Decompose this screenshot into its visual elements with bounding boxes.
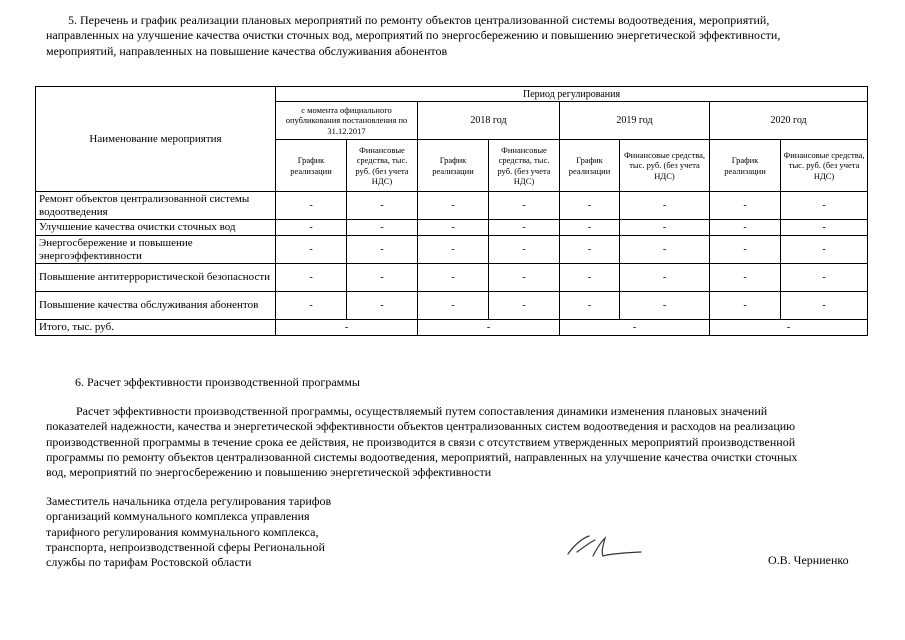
subheader-schedule: График реализации <box>418 140 489 192</box>
total-row <box>36 320 868 336</box>
total-cell: - <box>560 320 710 336</box>
table-cell: - <box>781 236 868 264</box>
period-header-2018: 2018 год <box>418 102 560 140</box>
section-6-line: Расчет эффективности производственной программы, осуществляемый путем сопоставления динамики изменения плановых значений <box>76 404 768 418</box>
table-cell: - <box>418 192 489 220</box>
signatory-title-line: службы по тарифам Ростовской области <box>46 555 252 570</box>
section-6-heading: 6. Расчет эффективности производственной программы <box>75 375 360 389</box>
section-5-line: мероприятий, направленных на повышение качества обслуживания абонентов <box>46 43 448 58</box>
table-cell: - <box>710 292 781 320</box>
table-cell: - <box>276 292 347 320</box>
table-cell: - <box>710 192 781 220</box>
period-header: Период регулирования <box>276 87 868 102</box>
section-6-line: показателей надежности, качества и энергетической эффективности объектов централизованных систем водоотведения и расходов на реализацию <box>46 419 796 434</box>
table-cell: - <box>276 220 347 236</box>
signatory-title <box>46 494 331 570</box>
table-row <box>36 236 868 264</box>
table-row <box>36 192 868 220</box>
table-cell: - <box>620 220 710 236</box>
table-cell: - <box>781 220 868 236</box>
row-name: Ремонт объектов централизованной системы водоотведения <box>36 192 276 220</box>
subheader-schedule: График реализации <box>276 140 347 192</box>
table-cell: - <box>418 292 489 320</box>
signatory-title-line: транспорта, непроизводственной сферы Региональной <box>46 539 325 554</box>
row-name: Повышение антитеррористической безопасности <box>36 264 276 292</box>
table-cell: - <box>276 264 347 292</box>
table-cell: - <box>347 236 418 264</box>
period-header-2020: 2020 год <box>710 102 868 140</box>
total-cell: - <box>710 320 868 336</box>
table-cell: - <box>418 236 489 264</box>
subheader-finance: Финансовые средства, тыс. руб. (без учета НДС) <box>489 140 560 192</box>
table-row <box>36 292 868 320</box>
row-name: Энергосбережение и повышение энергоэффективности <box>36 236 276 264</box>
row-name: Улучшение качества очистки сточных вод <box>36 220 276 236</box>
table-cell: - <box>347 220 418 236</box>
table-cell: - <box>489 220 560 236</box>
signatory-title-line: тарифного регулирования коммунального комплекса, <box>46 524 319 539</box>
subheader-schedule: График реализации <box>560 140 620 192</box>
section-5-heading: 5. Перечень и график реализации плановых мероприятий по ремонту объектов централизованной системы водоотведения, мероприятий, <box>68 13 770 27</box>
table-cell: - <box>347 192 418 220</box>
signatory-title-line: организаций коммунального комплекса управления <box>46 509 310 524</box>
table-cell: - <box>489 192 560 220</box>
table-cell: - <box>781 292 868 320</box>
handwritten-signature <box>565 532 645 562</box>
table-row <box>36 264 868 292</box>
table-cell: - <box>781 264 868 292</box>
table-row <box>36 220 868 236</box>
total-cell: - <box>418 320 560 336</box>
section-6-paragraph <box>46 404 858 480</box>
subheader-finance: Финансовые средства, тыс. руб. (без учета НДС) <box>620 140 710 192</box>
table-cell: - <box>347 292 418 320</box>
table-cell: - <box>620 264 710 292</box>
total-cell: - <box>276 320 418 336</box>
section-5-paragraph <box>46 13 858 59</box>
period-header-initial: с момента официального опубликования постановления по 31.12.2017 <box>276 102 418 140</box>
table-cell: - <box>710 220 781 236</box>
table-cell: - <box>620 236 710 264</box>
table-cell: - <box>781 192 868 220</box>
section-5-line: направленных на улучшение качества очистки сточных вод, мероприятий по энергосбережению и повышению энергетической эффективности, <box>46 28 781 43</box>
table-cell: - <box>560 264 620 292</box>
table-cell: - <box>489 236 560 264</box>
table-cell: - <box>620 192 710 220</box>
table-cell: - <box>418 220 489 236</box>
events-table <box>35 86 868 336</box>
table-cell: - <box>347 264 418 292</box>
table-cell: - <box>489 292 560 320</box>
section-6-line: производственной программы в течение срока ее действия, не производится в связи с отсутствием утвержденных мероприятий производственной <box>46 434 796 449</box>
subheader-finance: Финансовые средства, тыс. руб. (без учета НДС) <box>781 140 868 192</box>
table-cell: - <box>560 236 620 264</box>
table-cell: - <box>276 236 347 264</box>
subheader-finance: Финансовые средства, тыс. руб. (без учета НДС) <box>347 140 418 192</box>
table-cell: - <box>560 220 620 236</box>
row-name: Повышение качества обслуживания абонентов <box>36 292 276 320</box>
section-6-line: программы по ремонту объектов централизованной системы водоотведения, мероприятий, направленных на улучшение качества очистки сточных <box>46 449 798 464</box>
table-cell: - <box>560 292 620 320</box>
total-label: Итого, тыс. руб. <box>36 320 276 336</box>
table-cell: - <box>418 264 489 292</box>
section-6-line: вод, мероприятий по энергосбережению и повышению энергетической эффективности <box>46 465 492 480</box>
table-cell: - <box>276 192 347 220</box>
signatory-name: О.В. Черниенко <box>768 553 849 567</box>
table-cell: - <box>710 236 781 264</box>
name-column-header: Наименование мероприятия <box>36 87 276 192</box>
signatory-title-line: Заместитель начальника отдела регулирования тарифов <box>46 494 332 508</box>
period-header-2019: 2019 год <box>560 102 710 140</box>
table-cell: - <box>560 192 620 220</box>
table-cell: - <box>620 292 710 320</box>
table-cell: - <box>710 264 781 292</box>
table-cell: - <box>489 264 560 292</box>
subheader-schedule: График реализации <box>710 140 781 192</box>
